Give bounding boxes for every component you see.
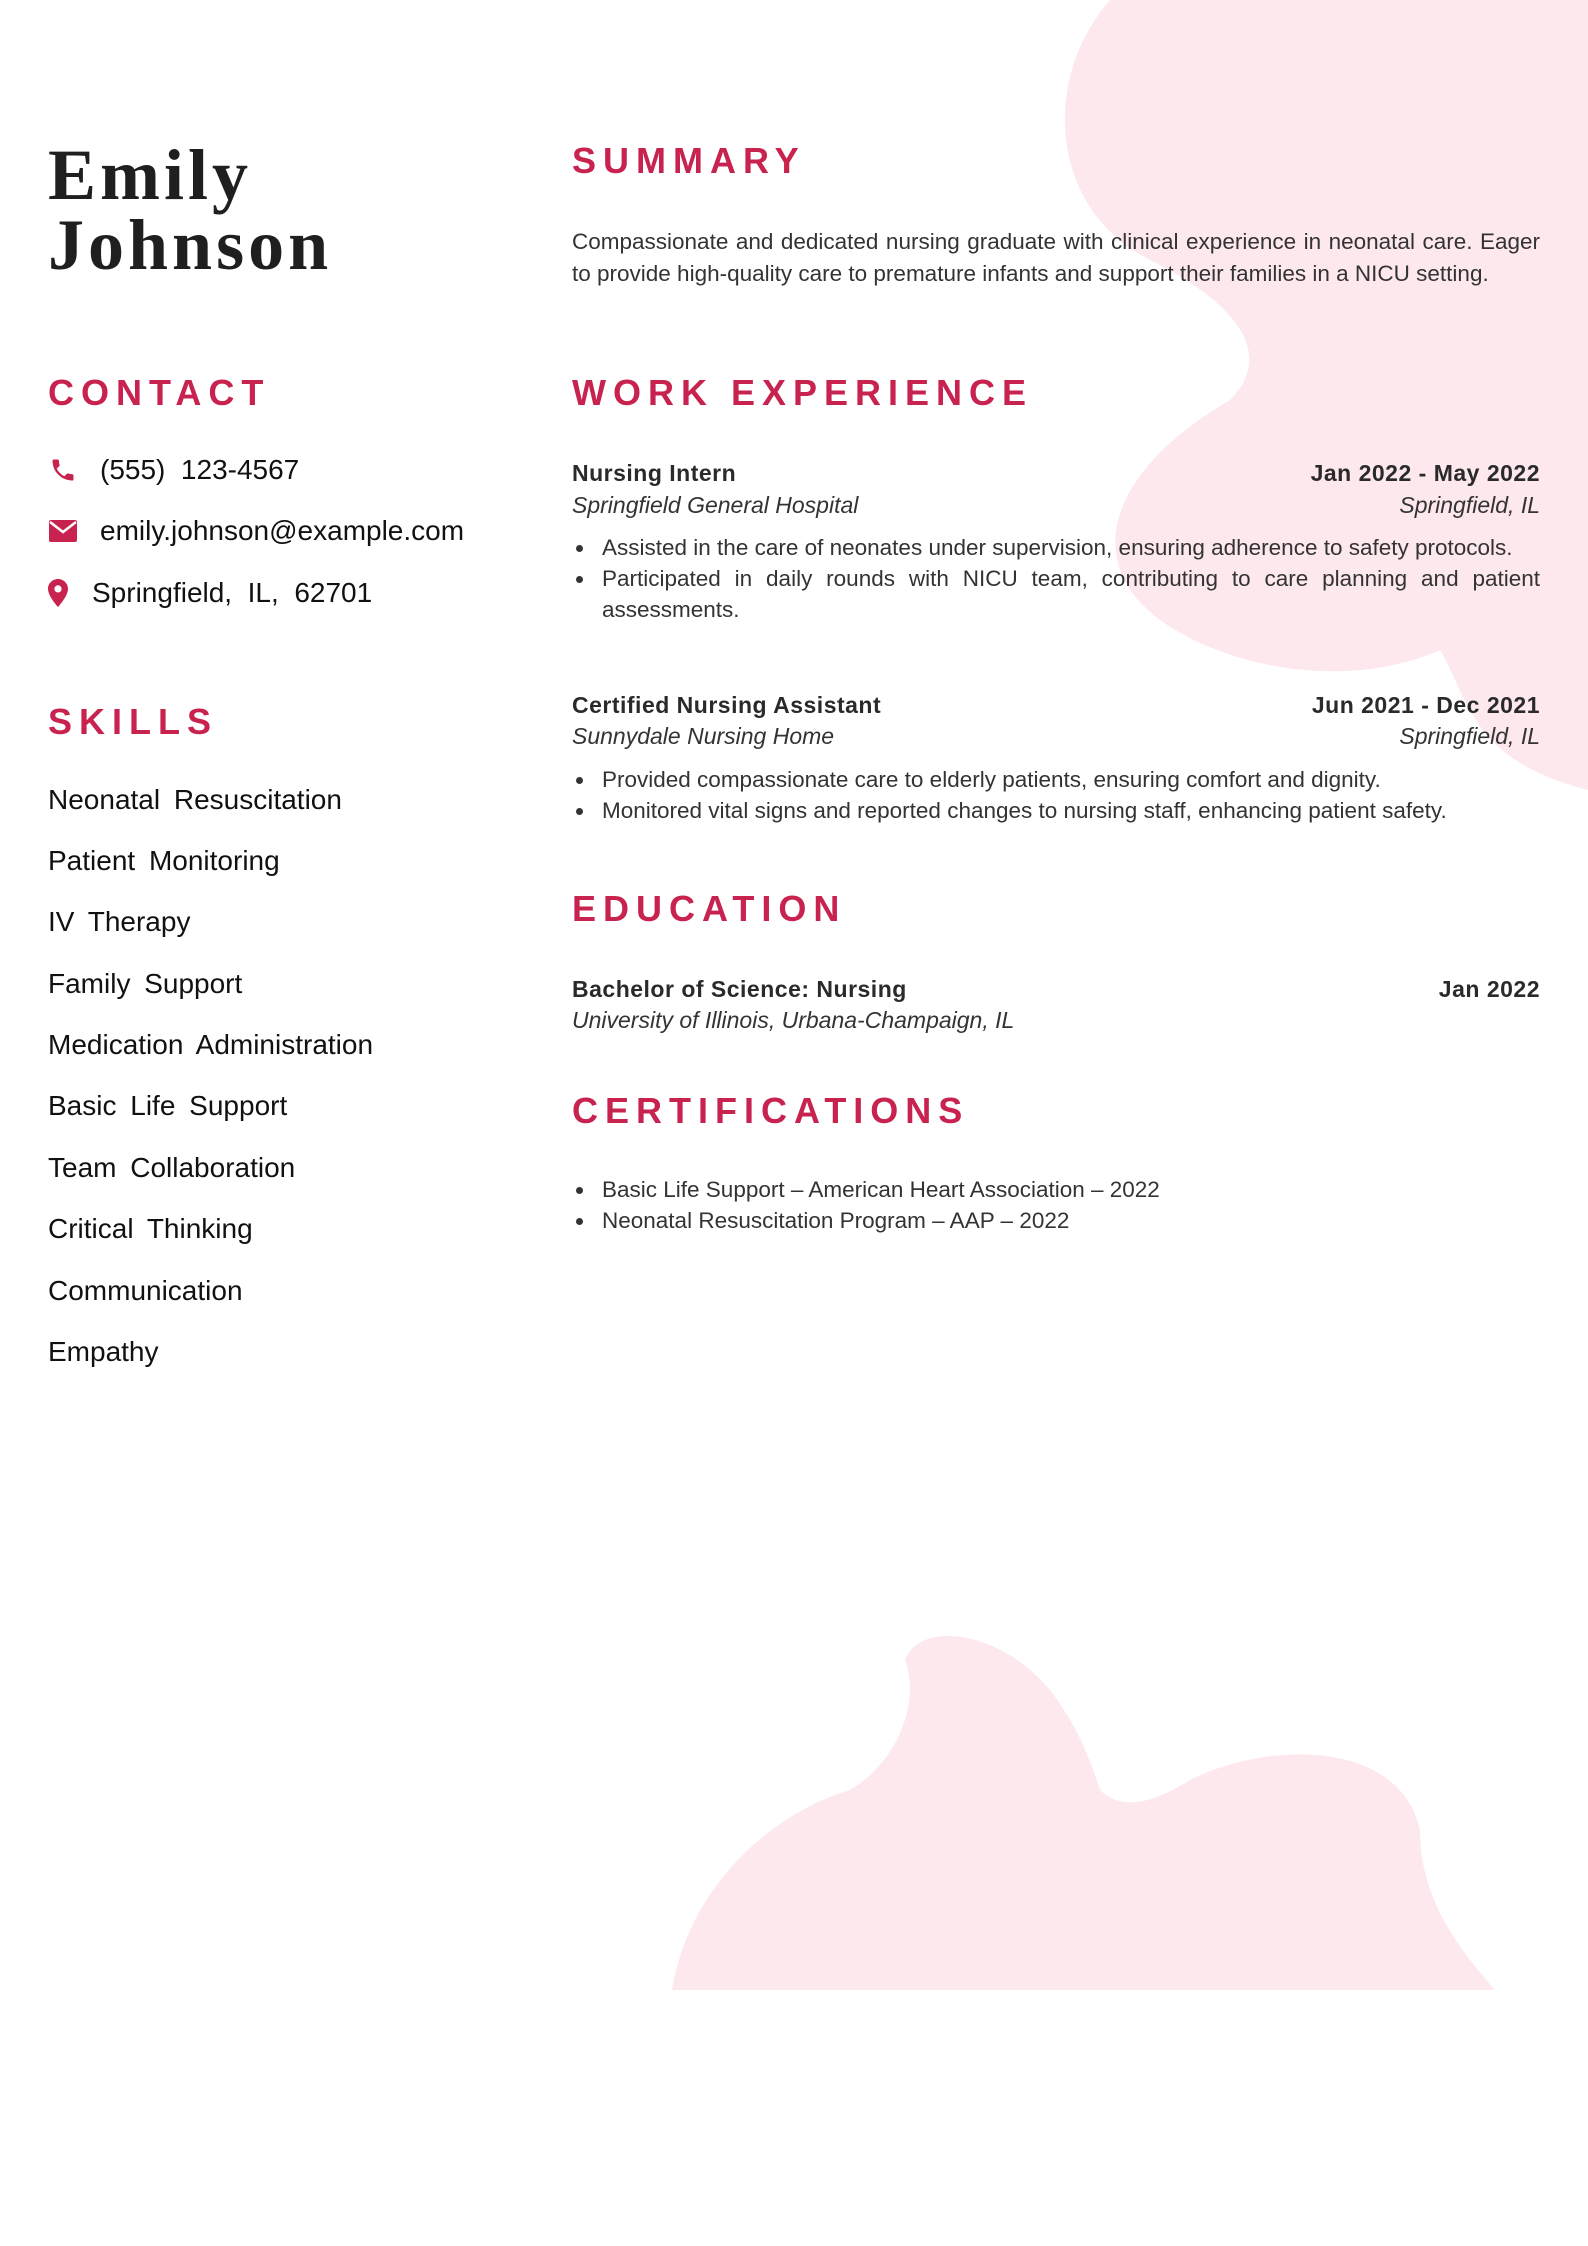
contact-location — [48, 577, 372, 609]
skill-item: Communication — [48, 1275, 243, 1306]
skill-item: IV Therapy — [48, 906, 191, 937]
degree: Bachelor of Science: Nursing — [572, 976, 907, 1002]
education-heading: EDUCATION — [572, 888, 847, 929]
skill-item: Patient Monitoring — [48, 845, 280, 876]
map-pin-icon — [48, 578, 68, 608]
job-header — [572, 460, 1540, 487]
contact-email — [48, 515, 464, 547]
certification-item: Neonatal Resuscitation Program – AAP – 2022 — [602, 1205, 1540, 1236]
contact-heading: CONTACT — [48, 372, 271, 413]
job-organization: Sunnydale Nursing Home — [572, 723, 835, 749]
job-bullets — [572, 532, 1540, 625]
certifications-heading: CERTIFICATIONS — [572, 1090, 970, 1131]
email-text: emily.johnson@example.com — [100, 515, 465, 546]
skill-item: Empathy — [48, 1336, 159, 1367]
phone-text: (555) 123-4567 — [100, 454, 300, 485]
skill-item: Medication Administration — [48, 1029, 374, 1060]
job-dates: Jan 2022 - May 2022 — [1310, 460, 1540, 486]
skill-item: Critical Thinking — [48, 1213, 253, 1244]
contact-phone — [48, 454, 299, 486]
job-role: Nursing Intern — [572, 460, 737, 486]
candidate-name — [48, 135, 333, 285]
skill-item: Team Collaboration — [48, 1152, 296, 1183]
first-name: Emily — [48, 135, 253, 215]
job-location: Springfield, IL — [1399, 492, 1540, 518]
education-header — [572, 976, 1540, 1003]
school-name: University of Illinois, Urbana-Champaign, IL — [572, 1007, 1015, 1033]
summary-text: Compassionate and dedicated nursing graduate with clinical experience in neonatal care. Eager to provide high-quality care to premature infants and support their families in a NICU setting. — [572, 229, 1540, 286]
certification-item: Basic Life Support – American Heart Association – 2022 — [602, 1174, 1540, 1205]
job-bullet: Assisted in the care of neonates under supervision, ensuring adherence to safety protocols. — [602, 532, 1540, 563]
job-bullets — [572, 764, 1540, 826]
skill-item: Family Support — [48, 968, 243, 999]
envelope-icon — [48, 516, 78, 546]
certification-list — [572, 1174, 1540, 1236]
skill-item: Neonatal Resuscitation — [48, 784, 342, 815]
job-location: Springfield, IL — [1399, 723, 1540, 749]
education-school — [572, 1007, 1540, 1034]
job-organization: Springfield General Hospital — [572, 492, 859, 518]
skills-heading: SKILLS — [48, 701, 219, 742]
location-text: Springfield, IL, 62701 — [92, 577, 373, 608]
job-bullet: Monitored vital signs and reported changes to nursing staff, enhancing patient safety. — [602, 795, 1540, 826]
summary-heading: SUMMARY — [572, 140, 806, 181]
job-header — [572, 692, 1540, 719]
job-bullet: Provided compassionate care to elderly patients, ensuring comfort and dignity. — [602, 764, 1540, 795]
job-subheader — [572, 492, 1540, 519]
phone-icon — [48, 455, 78, 485]
education-date: Jan 2022 — [1438, 976, 1540, 1002]
experience-heading: WORK EXPERIENCE — [572, 372, 1034, 413]
skill-item: Basic Life Support — [48, 1090, 288, 1121]
job-role: Certified Nursing Assistant — [572, 692, 882, 718]
last-name: Johnson — [48, 205, 333, 285]
job-bullet: Participated in daily rounds with NICU team, contributing to care planning and patient assessments. — [602, 563, 1540, 625]
job-dates: Jun 2021 - Dec 2021 — [1311, 692, 1540, 718]
job-subheader — [572, 723, 1540, 750]
